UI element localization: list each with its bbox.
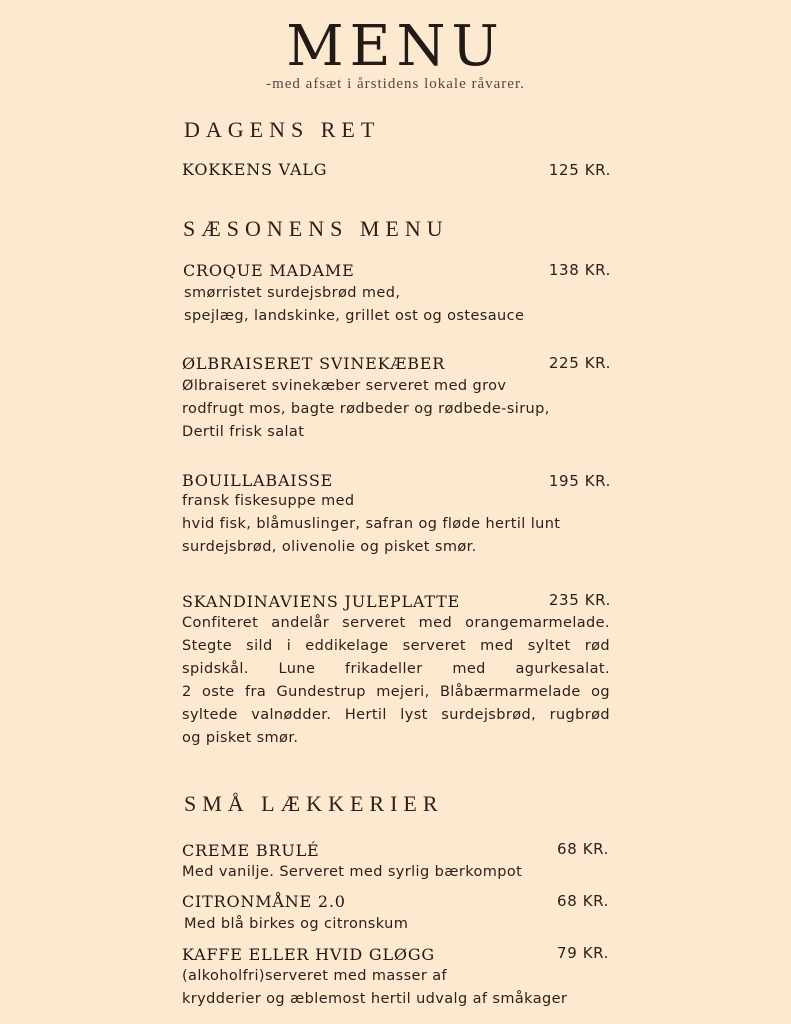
description-line: Dertil frisk salat: [182, 424, 305, 440]
dish-price: 235 KR.: [548, 591, 611, 609]
description-line: (alkoholfri)serveret med masser af: [182, 968, 448, 984]
description-line: Stegte sild i eddikelage serveret med syltet rød: [182, 638, 610, 654]
description-line: Med blå birkes og citronskum: [184, 916, 409, 932]
dish-price: 68 KR.: [557, 892, 609, 910]
dish-name: CROQUE MADAME: [183, 261, 355, 280]
menu-title: MENU: [286, 14, 505, 79]
section-heading-smaa-laekkerier: SMÅ LÆKKERIER: [184, 791, 444, 816]
dish-description: [184, 913, 408, 936]
dish-name: KOKKENS VALG: [182, 160, 328, 179]
dish-price: 138 KR.: [548, 261, 611, 279]
dish-name: CITRONMÅNE 2.0: [182, 892, 346, 911]
menu-subtitle: -med afsæt i årstidens lokale råvarer.: [266, 76, 525, 92]
dish-price: 225 KR.: [548, 354, 611, 372]
description-line: Ølbraiseret svinekæber serveret med grov: [182, 378, 507, 394]
dish-description: [182, 375, 550, 444]
description-line: surdejsbrød, olivenolie og pisket smør.: [182, 539, 477, 555]
description-line: hvid fisk, blåmuslinger, safran og fløde hertil lunt: [182, 516, 561, 532]
dish-name: SKANDINAVIENS JULEPLATTE: [182, 592, 461, 611]
dish-price: 79 KR.: [557, 944, 609, 962]
description-line: spejlæg, landskinke, grillet ost og ostesauce: [184, 308, 525, 324]
dish-name: KAFFE ELLER HVID GLØGG: [182, 945, 435, 964]
dish-name: BOUILLABAISSE: [182, 471, 334, 490]
dish-description: [182, 612, 610, 750]
dish-description: [182, 861, 522, 884]
dish-description: [182, 965, 567, 1011]
description-line: rodfrugt mos, bagte rødbeder og rødbede-sirup,: [182, 401, 550, 417]
description-line: Confiteret andelår serveret med orangemarmelade.: [182, 615, 610, 631]
description-line: spidskål. Lune frikadeller med agurkesalat.: [182, 661, 610, 677]
description-line: syltede valnødder. Hertil lyst surdejsbrød, rugbrød: [182, 707, 610, 723]
description-line: krydderier og æblemost hertil udvalg af småkager: [182, 991, 568, 1007]
dish-name: CREME BRULÉ: [182, 841, 320, 860]
dish-name: ØLBRAISERET SVINEKÆBER: [182, 354, 446, 373]
description-line: smørristet surdejsbrød med,: [184, 285, 401, 301]
description-line: og pisket smør.: [182, 730, 299, 746]
dish-description: [182, 490, 560, 559]
description-line: Med vanilje. Serveret med syrlig bærkompot: [182, 864, 523, 880]
dish-price: 125 KR.: [548, 161, 611, 179]
description-line: 2 oste fra Gundestrup mejeri, Blåbærmarmelade og: [182, 684, 610, 700]
section-heading-dagens-ret: DAGENS RET: [184, 117, 381, 142]
description-line: fransk fiskesuppe med: [182, 493, 355, 509]
dish-price: 68 KR.: [557, 840, 609, 858]
section-heading-saesonens-menu: SÆSONENS MENU: [183, 216, 449, 241]
dish-description: [184, 282, 524, 328]
dish-price: 195 KR.: [548, 472, 611, 490]
